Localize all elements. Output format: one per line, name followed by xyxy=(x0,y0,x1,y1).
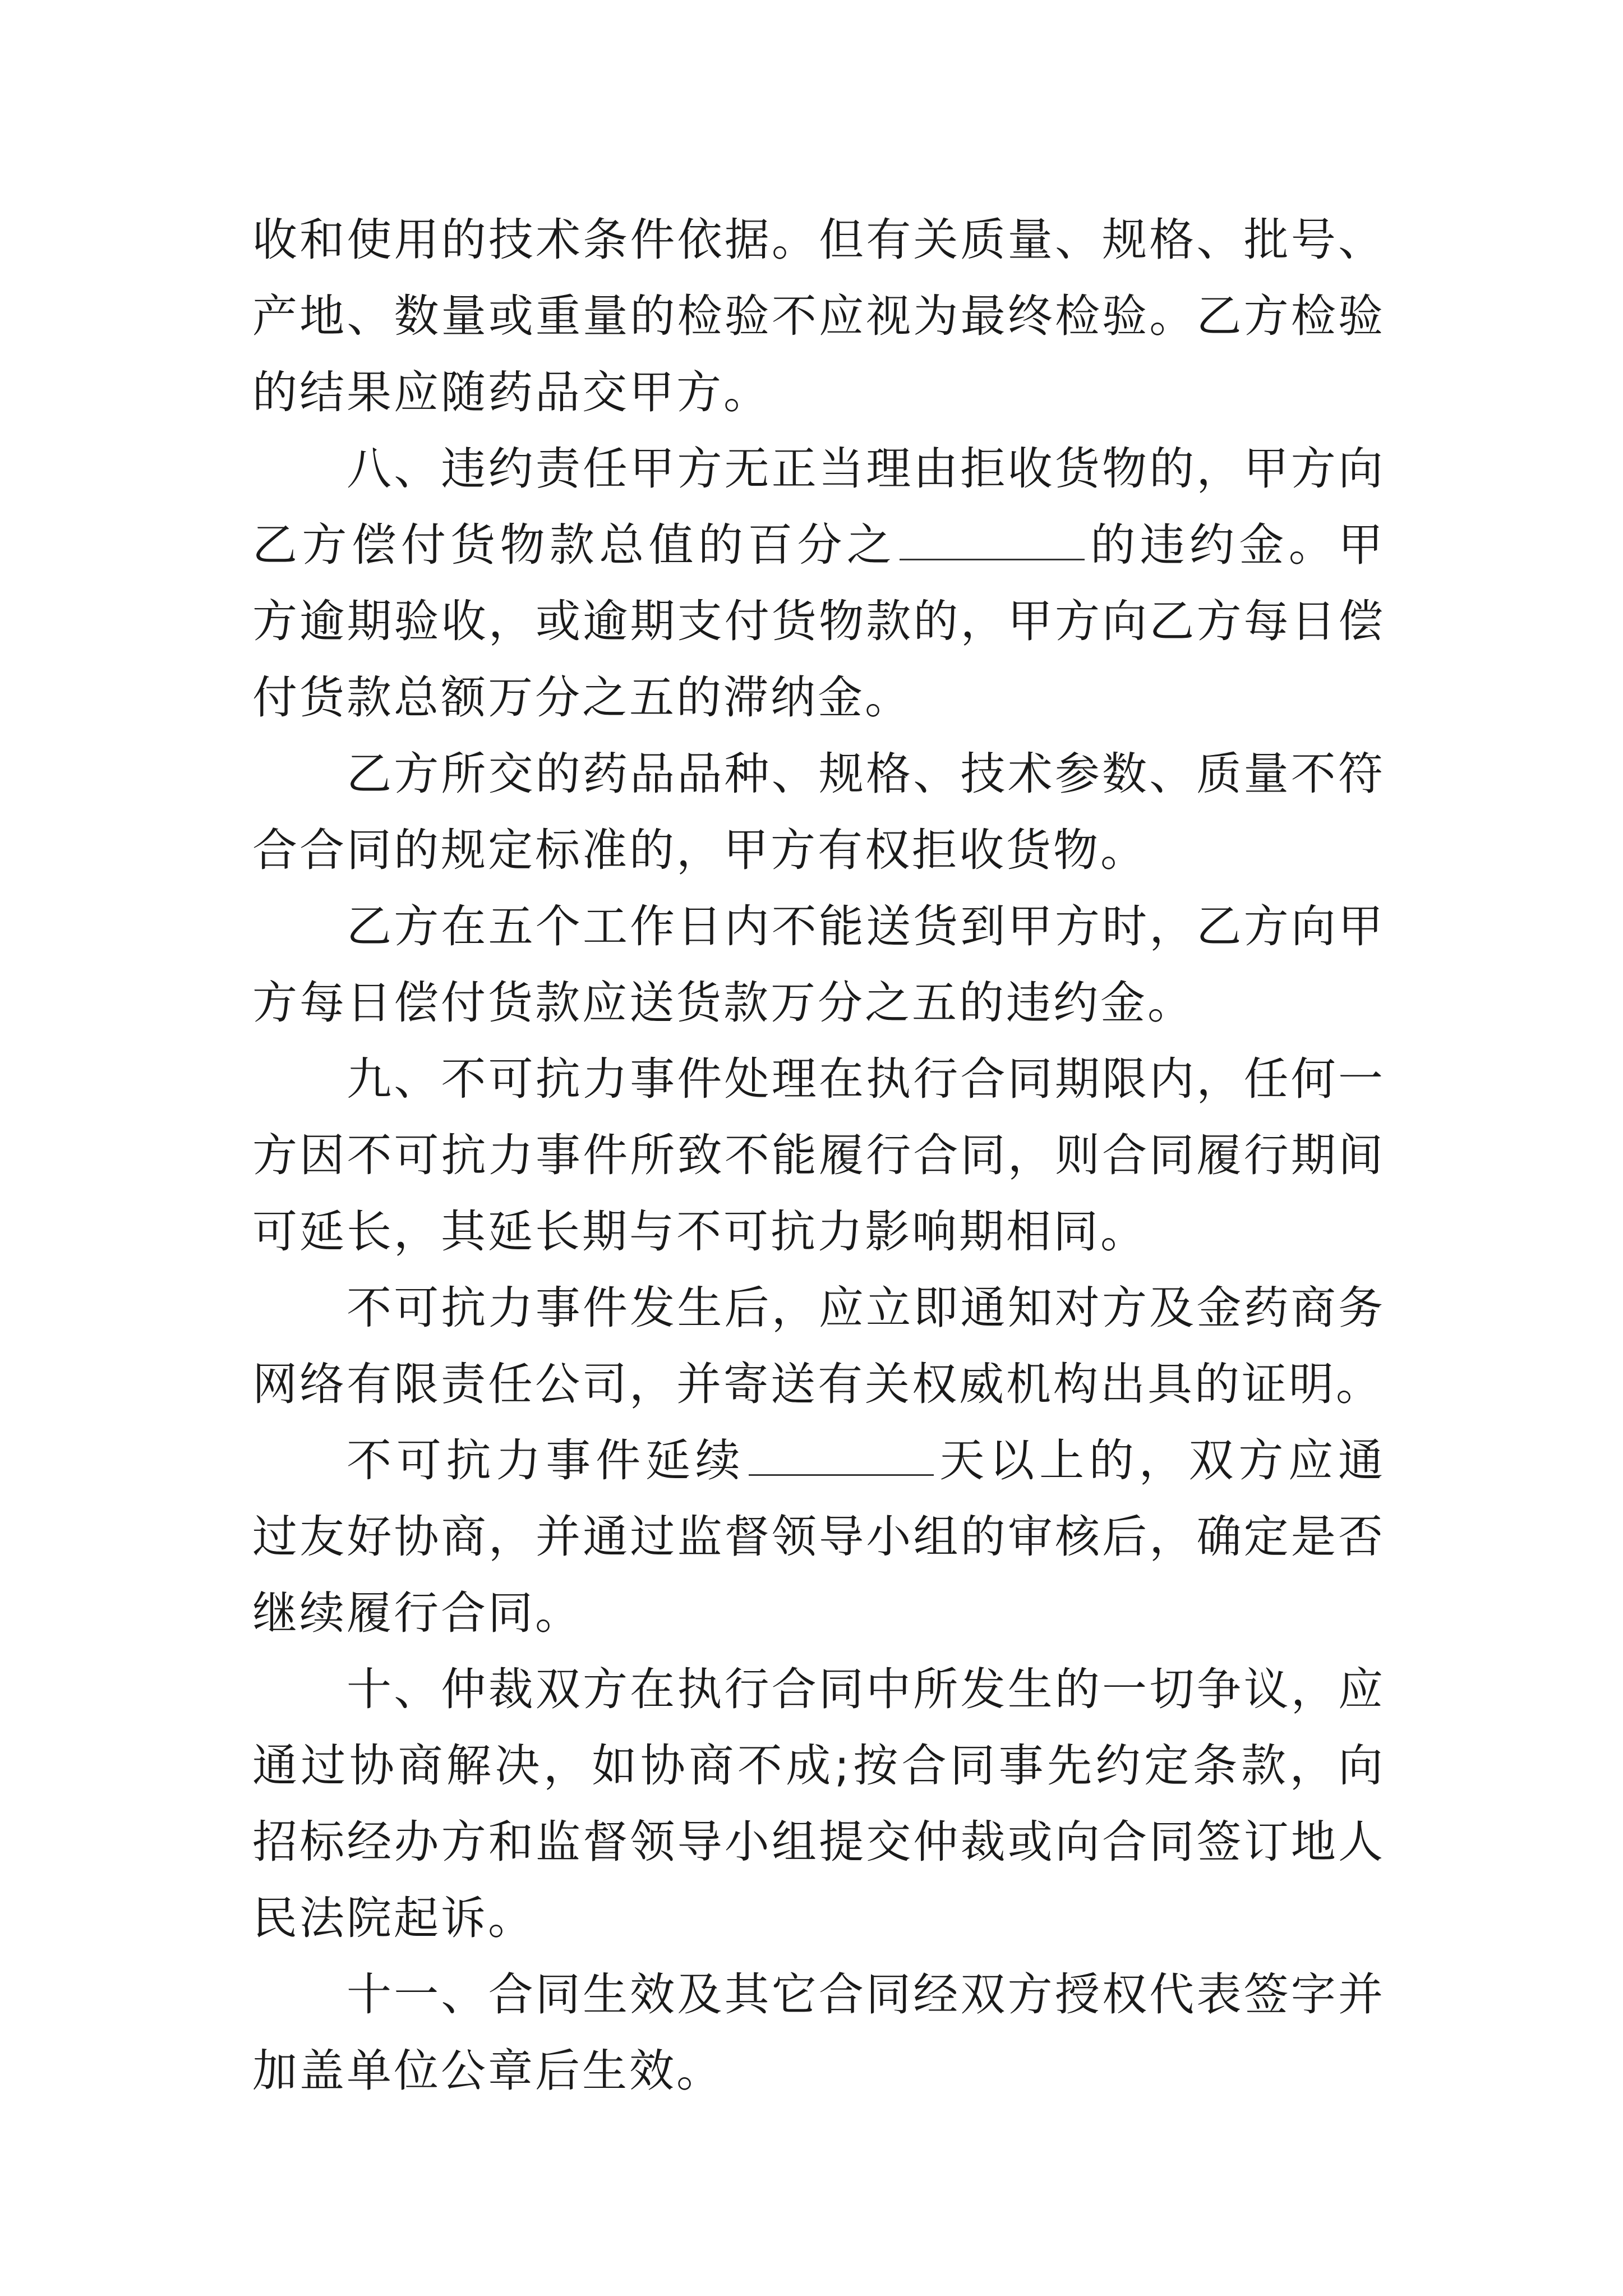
breach-text-before-blank: 八、违约责任甲方无正当理由拒收货物的，甲方向乙方偿付货物款总值的百分之 xyxy=(252,443,1385,571)
document-body xyxy=(252,202,1385,2109)
breach-text-after-blank: 的违约金。甲方逾期验收，或逾期支付货物款的，甲方向乙方每日偿付货款总额万分之五的滞纳金。 xyxy=(252,519,1386,724)
paragraph-force-majeure-duration xyxy=(252,1423,1385,1651)
duration-text-after-blank: 天以上的，双方应通过友好协商，并通过监督领导小组的审核后，确定是否继续履行合同。 xyxy=(252,1434,1386,1639)
paragraph-force-majeure-notice: 不可抗力事件发生后，应立即通知对方及金药商务网络有限责任公司，并寄送有关权威机构出具的证明。 xyxy=(252,1282,1385,1410)
paragraph-nonconforming-goods: 乙方所交的药品品种、规格、技术参数、质量不符合合同的规定标准的，甲方有权拒收货物。 xyxy=(252,748,1385,876)
paragraph-arbitration: 十、仲裁双方在执行合同中所发生的一切争议，应通过协商解决，如协商不成;按合同事先约定条款，向招标经办方和监督领导小组提交仲裁或向合同签订地人民法院起诉。 xyxy=(252,1663,1385,1944)
days-blank xyxy=(749,1437,934,1476)
paragraph-late-delivery: 乙方在五个工作日内不能送货到甲方时，乙方向甲方每日偿付货款应送货款万分之五的违约金。 xyxy=(252,900,1385,1029)
paragraph-breach-liability xyxy=(252,431,1385,736)
paragraph-effectiveness: 十一、合同生效及其它合同经双方授权代表签字并加盖单位公章后生效。 xyxy=(252,1968,1385,2097)
paragraph-inspection-continuation: 收和使用的技术条件依据。但有关质量、规格、批号、产地、数量或重量的检验不应视为最终检验。乙方检验的结果应随药品交甲方。 xyxy=(252,214,1385,418)
duration-text-before-blank: 不可抗力事件延续 xyxy=(347,1434,745,1487)
penalty-percent-blank xyxy=(900,522,1085,560)
paragraph-force-majeure: 九、不可抗力事件处理在执行合同期限内，任何一方因不可抗力事件所致不能履行合同，则合同履行期间可延长，其延长期与不可抗力影响期相同。 xyxy=(252,1053,1385,1258)
